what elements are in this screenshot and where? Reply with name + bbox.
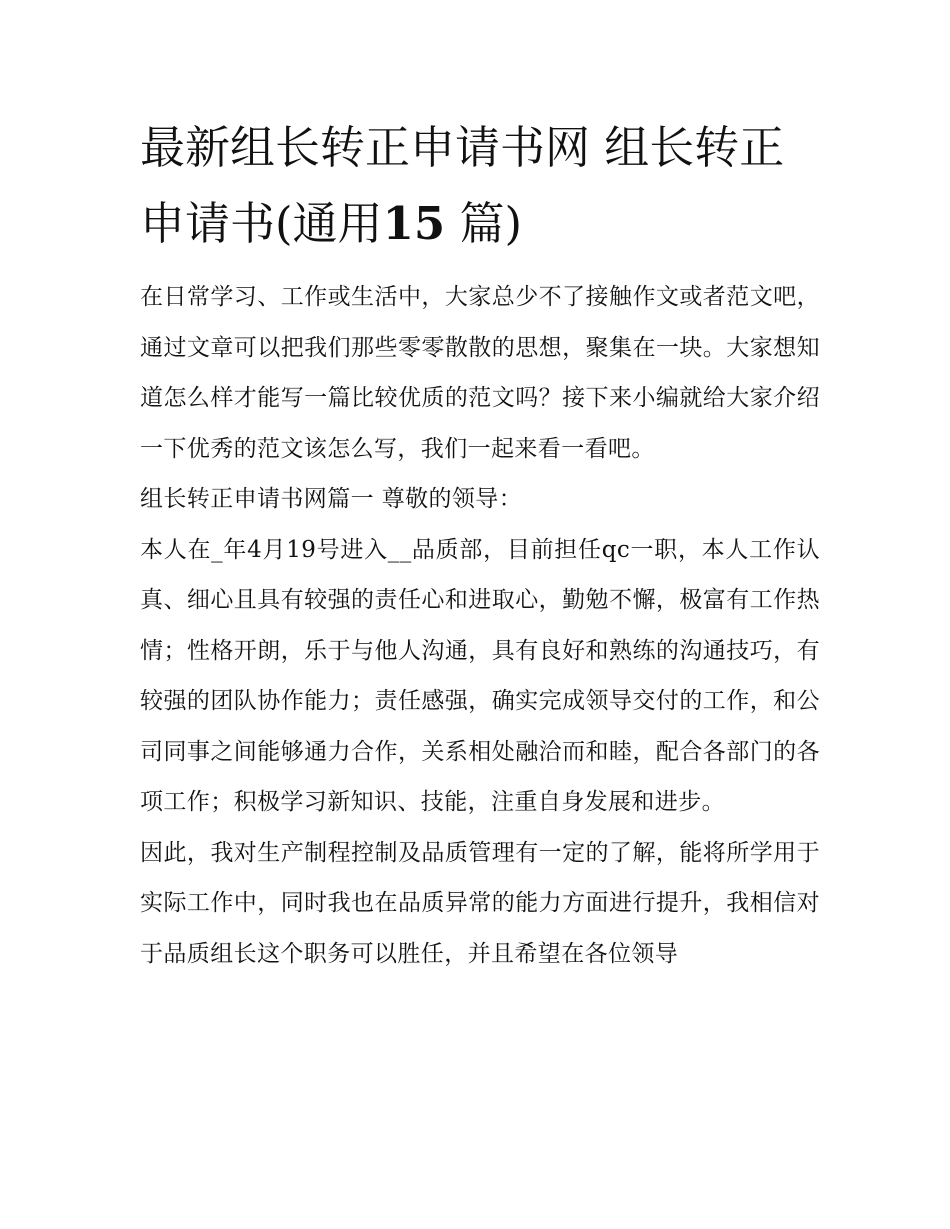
body-paragraph: 本人在_年4月19号进入__品质部，目前担任qc一职，本人工作认真、细心且具有较强的责任心和进取心，勤勉不懈，极富有工作热情；性格开朗，乐于与他人沟通，具有良好和熟练的沟通技巧，有较强的团队协作能力；责任感强，确实完成领导交付的工作，和公司同事之间能够通力合作，关系相处融洽而和睦，配合各部门的各项工作；积极学习新知识、技能，注重自身发展和进步。 xyxy=(140,536,820,815)
document-body xyxy=(140,110,820,979)
section-heading-paragraph: 组长转正申请书网篇一 尊敬的领导： xyxy=(140,486,523,512)
title-suffix: 篇) xyxy=(459,197,523,250)
title-number: 15 xyxy=(382,197,446,250)
document-title xyxy=(140,110,820,262)
title-text: 最新组长转正申请书网 组长转正申请书(通用 xyxy=(140,121,785,250)
intro-paragraph: 在日常学习、工作或生活中，大家总少不了接触作文或者范文吧，通过文章可以把我们那些零零散散的思想，聚集在一块。大家想知道怎么样才能写一篇比较优质的范文吗？接下来小编就给大家介绍一下优秀的范文该怎么写，我们一起来看一看吧。 xyxy=(140,284,820,462)
body-paragraph: 因此，我对生产制程控制及品质管理有一定的了解，能将所学用于实际工作中，同时我也在品质异常的能力方面进行提升，我相信对于品质组长这个职务可以胜任，并且希望在各位领导 xyxy=(140,839,820,967)
